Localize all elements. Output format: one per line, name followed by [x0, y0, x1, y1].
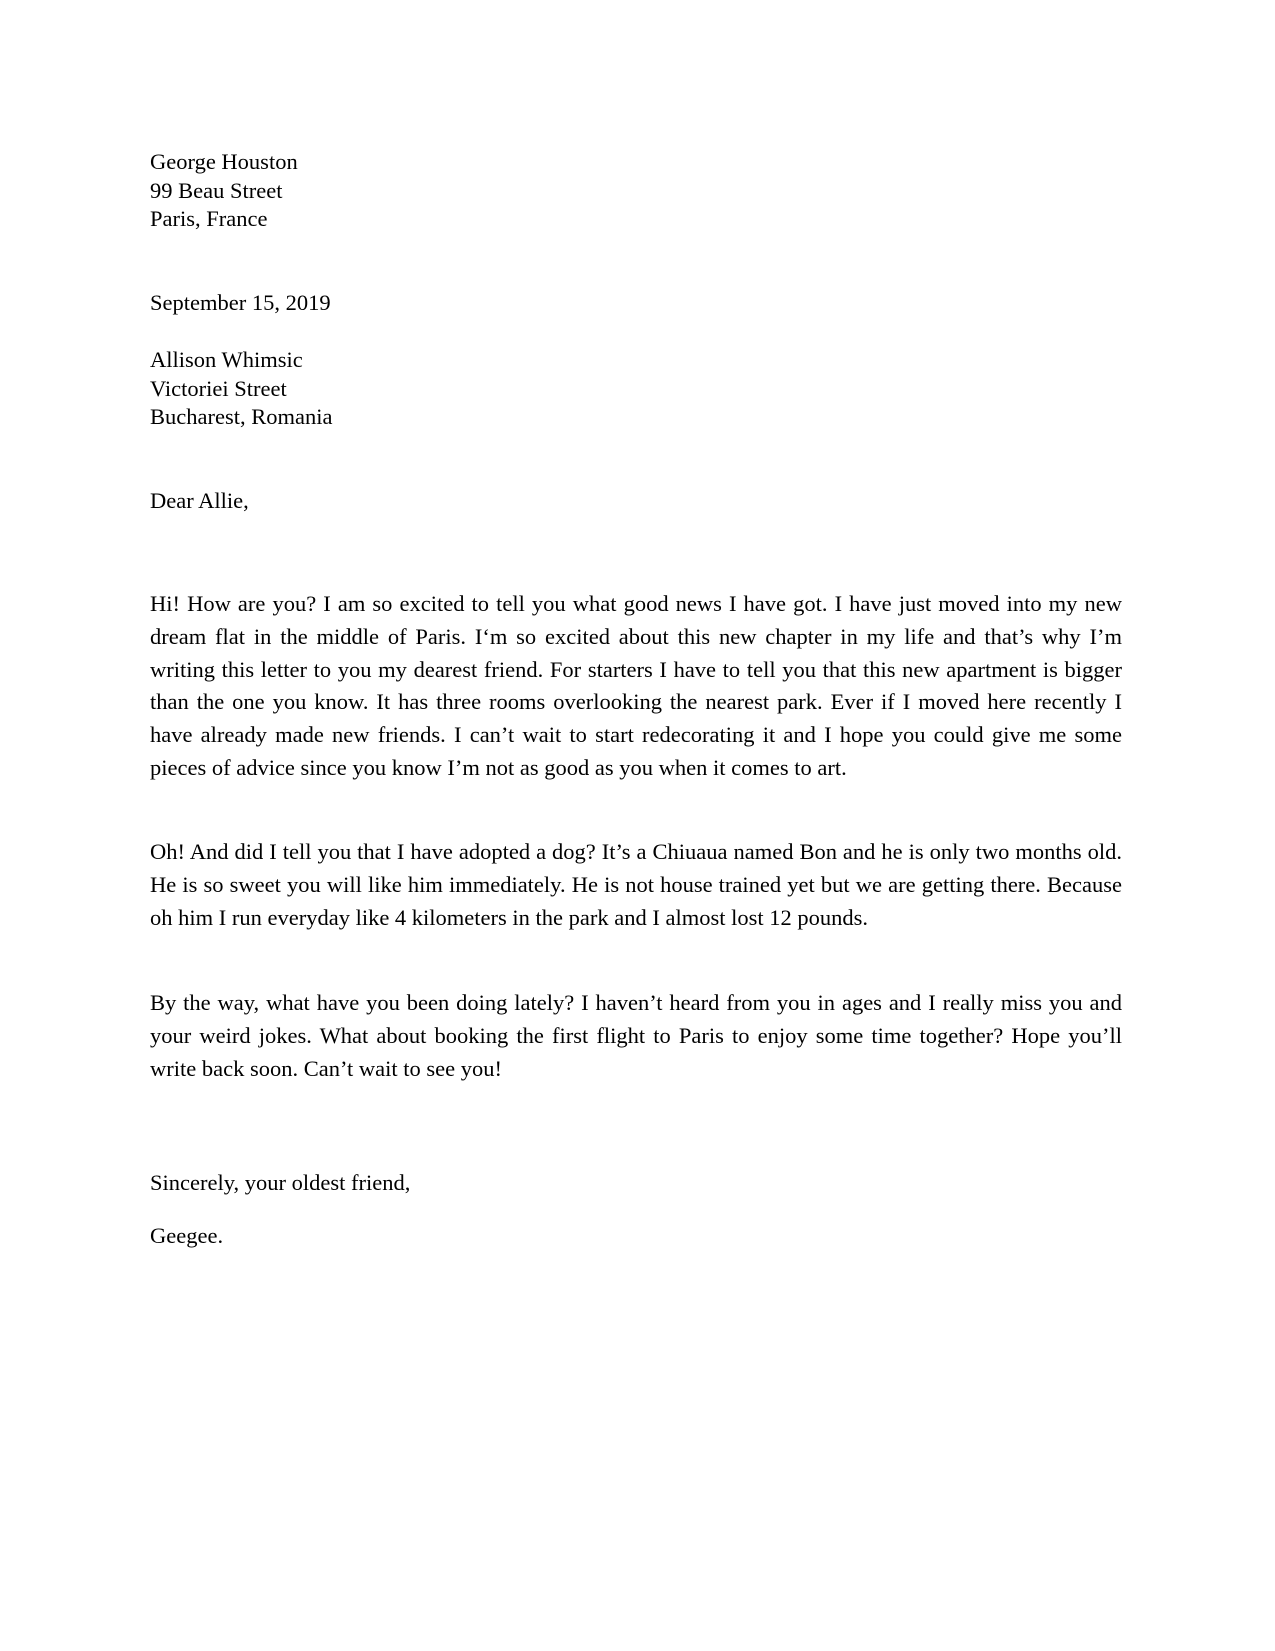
body-paragraph-1: Hi! How are you? I am so excited to tell you what good news I have got. I have just moved into my new dream flat in the middle of Paris. I‘m so excited about this new chapter in my life and that’s why I’m writing this letter to you my dearest friend. For starters I have to tell you that this new apartment is bigger than the one you know. It has three rooms overlooking the nearest park. Ever if I moved here recently I have already made new friends. I can’t wait to start redecorating it and I hope you could give me some pieces of advice since you know I’m not as good as you when it comes to art.: [150, 591, 1122, 780]
signature-block: [150, 1222, 223, 1251]
signature: Geegee.: [150, 1223, 224, 1248]
sender-name: George Houston: [150, 149, 298, 174]
sender-address: [150, 148, 298, 234]
sender-street: 99 Beau Street: [150, 177, 283, 203]
recipient-street: Victoriei Street: [150, 375, 287, 401]
recipient-address: [150, 346, 332, 432]
recipient-name: Allison Whimsic: [150, 347, 303, 372]
body-paragraph-3: By the way, what have you been doing lately? I haven’t heard from you in ages and I really miss you and your weird jokes. What about booking the first flight to Paris to enjoy some time together? Hope you’ll write back soon. Can’t wait to see you!: [150, 990, 1122, 1081]
closing-block: [150, 1169, 410, 1198]
salutation: Dear Allie,: [150, 488, 249, 513]
letter-date: September 15, 2019: [150, 290, 331, 315]
recipient-city: Bucharest, Romania: [150, 404, 333, 429]
salutation-block: [150, 487, 249, 516]
sender-city: Paris, France: [150, 206, 268, 231]
body-paragraph-2: Oh! And did I tell you that I have adopted a dog? It’s a Chiuaua named Bon and he is only two months old. He is so sweet you will like him immediately. He is not house trained yet but we are getting there. Because oh him I run everyday like 4 kilometers in the park and I almost lost 12 pounds.: [150, 839, 1122, 930]
letter-date-block: [150, 289, 331, 318]
closing: Sincerely, your oldest friend,: [150, 1170, 411, 1195]
